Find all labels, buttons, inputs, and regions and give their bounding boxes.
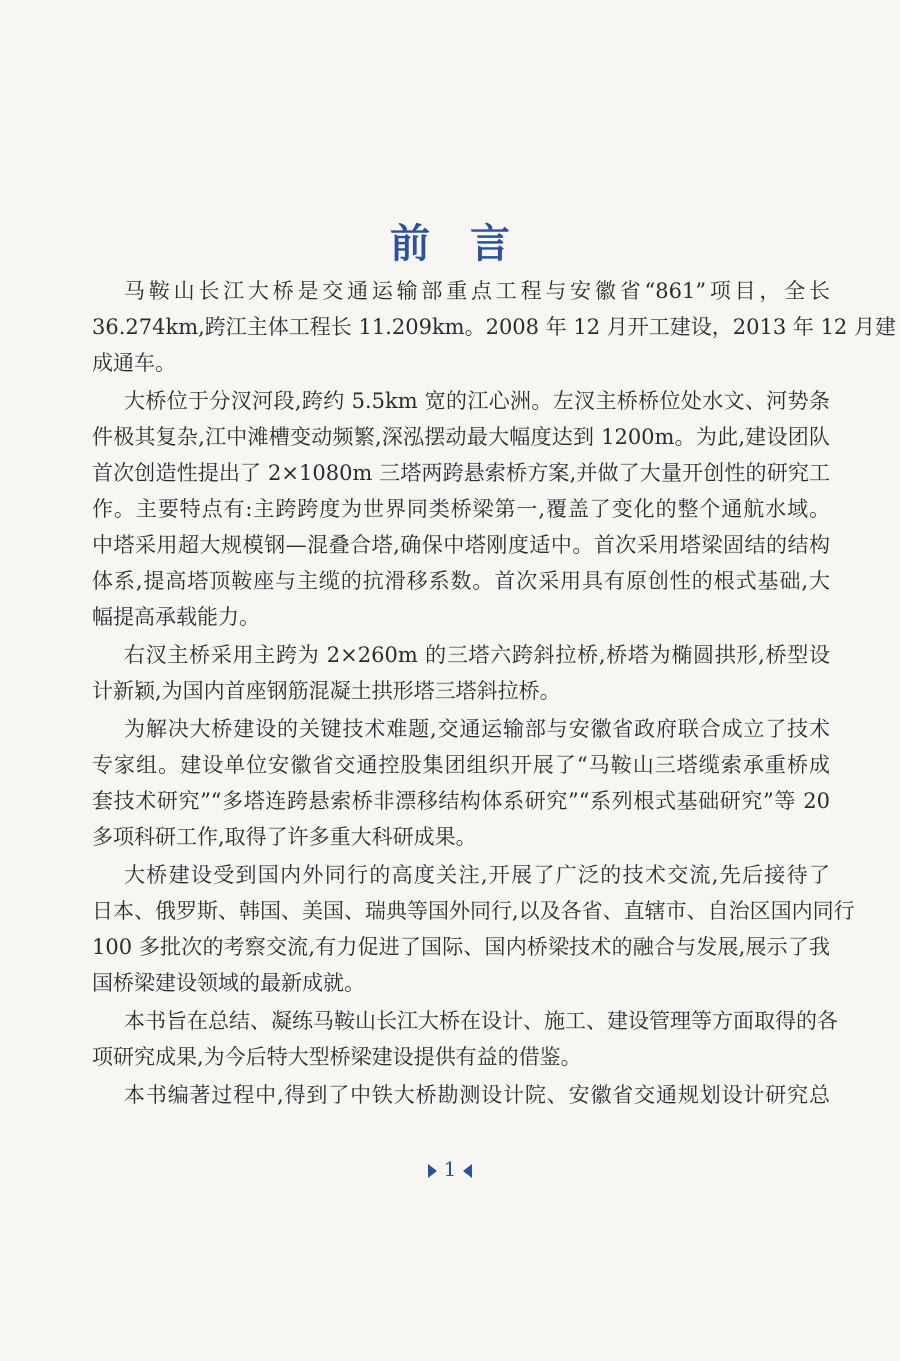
triangle-right-icon: [428, 1164, 437, 1178]
text-line: 100 多批次的考察交流,有力促进了国际、国内桥梁技术的融合与发展,展示了我: [92, 935, 830, 959]
text-line: 本书编著过程中,得到了中铁大桥勘测设计院、安徽省交通规划设计研究总: [124, 1083, 830, 1107]
paragraph: [92, 637, 830, 709]
text-line: 套技术研究”“多塔连跨悬索桥非漂移结构体系研究”“系列根式基础研究”等 20: [92, 789, 830, 813]
text-line: 件极其复杂,江中滩槽变动频繁,深泓摆动最大幅度达到 1200m。为此,建设团队: [92, 425, 830, 449]
text-line: 右汊主桥采用主跨为 2×260m 的三塔六跨斜拉桥,桥塔为椭圆拱形,桥型设: [124, 643, 830, 667]
body-text: [92, 273, 896, 1115]
paragraph: [92, 711, 830, 855]
text-line: 大桥位于分汊河段,跨约 5.5km 宽的江心洲。左汊主桥桥位处水文、河势条: [124, 389, 830, 413]
paragraph: [92, 857, 855, 1001]
text-line: 为解决大桥建设的关键技术难题,交通运输部与安徽省政府联合成立了技术: [124, 717, 830, 741]
text-line: 计新颖,为国内首座钢筋混凝土拱形塔三塔斜拉桥。: [92, 679, 561, 703]
text-line: 国桥梁建设领域的最新成就。: [92, 971, 365, 995]
page-number-text: 1: [443, 1157, 457, 1181]
paragraph: [92, 1003, 838, 1075]
text-line: 大桥建设受到国内外同行的高度关注,开展了广泛的技术交流,先后接待了: [124, 863, 830, 887]
text-line: 本书旨在总结、凝练马鞍山长江大桥在设计、施工、建设管理等方面取得的各: [124, 1009, 838, 1033]
text-line: 专家组。建设单位安徽省交通控股集团组织开展了“马鞍山三塔缆索承重桥成: [92, 753, 830, 777]
text-line: 项研究成果,为今后特大型桥梁建设提供有益的借鉴。: [92, 1045, 582, 1069]
page-title: 前言: [390, 221, 550, 267]
text-line: 36.274km,跨江主体工程长 11.209km。2008 年 12 月开工建设，2013 年 12 月建: [92, 315, 896, 339]
text-line: 马鞍山长江大桥是交通运输部重点工程与安徽省“861”项目，全长: [124, 279, 830, 303]
paragraph: [92, 383, 830, 635]
text-line: 中塔采用超大规模钢—混叠合塔,确保中塔刚度适中。首次采用塔梁固结的结构: [92, 533, 830, 557]
text-line: 日本、俄罗斯、韩国、美国、瑞典等国外同行,以及各省、直辖市、自治区国内同行: [92, 899, 855, 923]
text-line: 作。主要特点有:主跨跨度为世界同类桥梁第一,覆盖了变化的整个通航水域。: [92, 497, 830, 521]
page-number: [0, 1157, 900, 1181]
text-line: 多项科研工作,取得了许多重大科研成果。: [92, 825, 477, 849]
paragraph: [92, 1077, 830, 1113]
paragraph: [92, 273, 896, 381]
text-line: 体系,提高塔顶鞍座与主缆的抗滑移系数。首次采用具有原创性的根式基础,大: [92, 569, 830, 593]
text-line: 幅提高承载能力。: [92, 605, 260, 629]
text-line: 成通车。: [92, 351, 176, 375]
triangle-left-icon: [463, 1164, 472, 1178]
text-line: 首次创造性提出了 2×1080m 三塔两跨悬索桥方案,并做了大量开创性的研究工: [92, 461, 830, 485]
